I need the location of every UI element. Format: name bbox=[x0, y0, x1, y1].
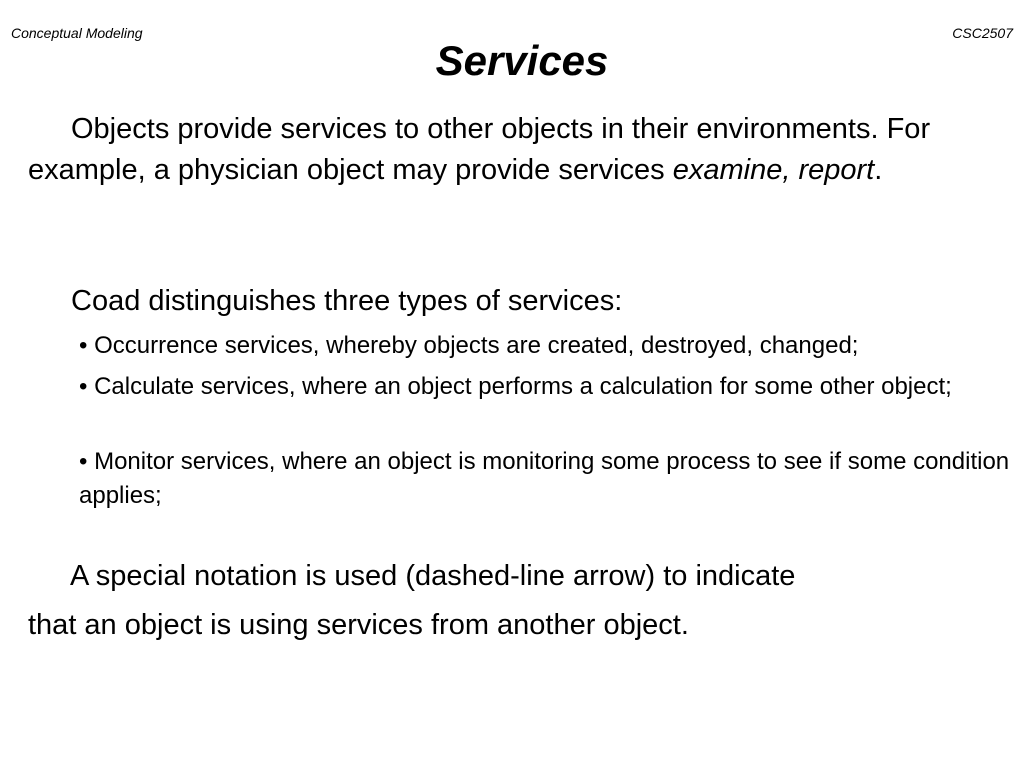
paragraph-objects-services-emphasis: examine, report bbox=[672, 154, 875, 186]
paragraph-objects-services-end: . bbox=[874, 154, 883, 186]
paragraph-objects-services-text: Objects provide services to other objects in their environments. For example, a physician object may provide services bbox=[28, 113, 931, 186]
bullet-monitor-services: • Monitor services, where an object is monitoring some process to see if some condition applies; bbox=[79, 448, 1010, 509]
bullet-calculate-services: • Calculate services, where an object performs a calculation for some other object; bbox=[79, 373, 952, 400]
paragraph-notation-line-1: A special notation is used (dashed-line arrow) to indicate bbox=[70, 560, 796, 592]
bullet-occurrence-services: • Occurrence services, whereby objects are created, destroyed, changed; bbox=[79, 332, 859, 359]
header-course-code: CSC2507 bbox=[952, 25, 1013, 41]
header-course-title: Conceptual Modeling bbox=[11, 25, 143, 41]
paragraph-coad-types bbox=[28, 281, 1008, 322]
slide-title: Services bbox=[435, 37, 609, 84]
paragraph-coad-types-text: Coad distinguishes three types of services: bbox=[71, 285, 623, 317]
paragraph-objects-services bbox=[28, 109, 1008, 191]
paragraph-notation-line-2: that an object is using services from another object. bbox=[28, 609, 689, 641]
